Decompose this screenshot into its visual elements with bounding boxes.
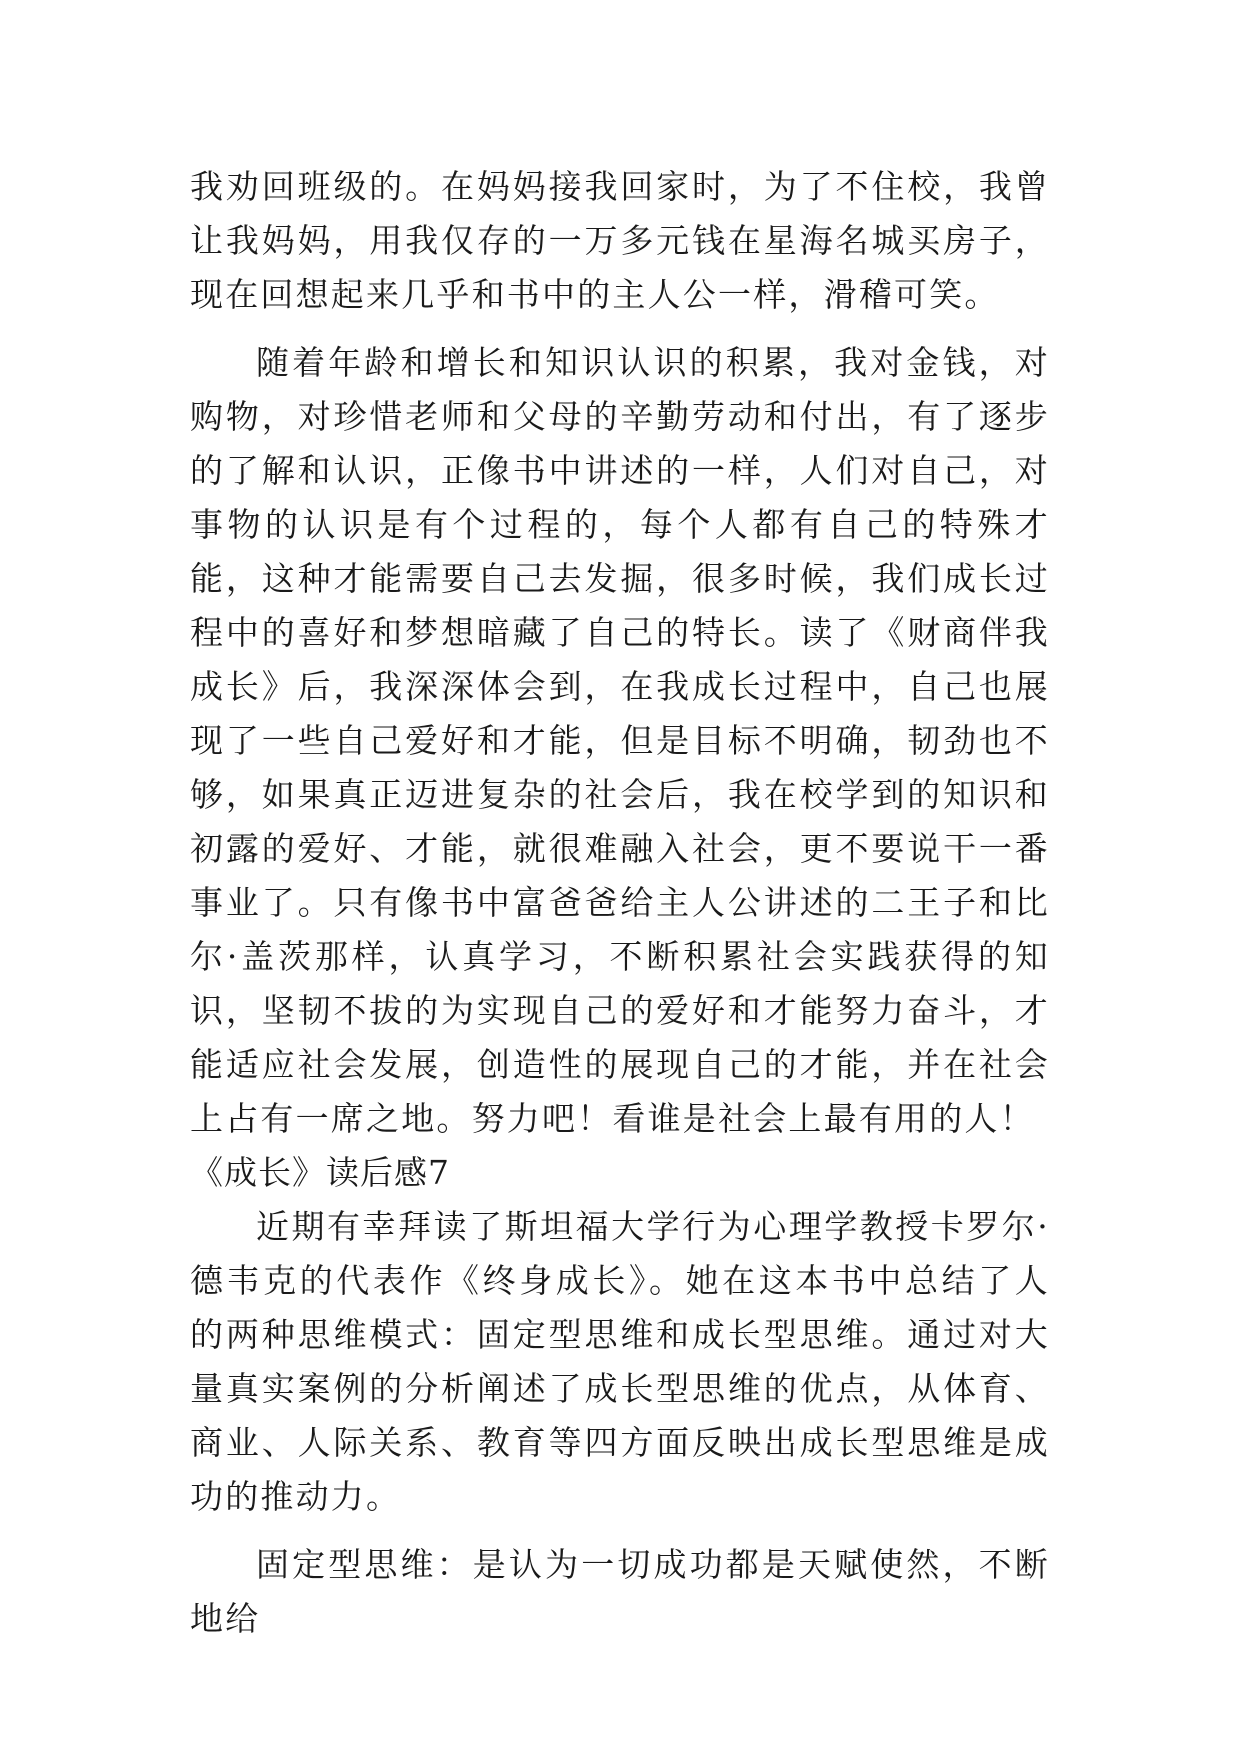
paragraph-intro-mindset: 近期有幸拜读了斯坦福大学行为心理学教授卡罗尔·德韦克的代表作《终身成长》。她在这本书中总结了人的两种思维模式：固定型思维和成长型思维。通过对大量真实案例的分析阐述了成长型思维的优点，从体育、商业、人际关系、教育等四方面反映出成长型思维是成功的推动力。: [190, 1207, 1050, 1516]
paragraph-fixed-mindset: 固定型思维：是认为一切成功都是天赋使然，不断地给: [190, 1545, 1050, 1638]
section-heading: 《成长》读后感7: [190, 1153, 450, 1192]
paragraph-continued: 我劝回班级的。在妈妈接我回家时，为了不住校，我曾让我妈妈，用我仅存的一万多元钱在星海名城买房子，现在回想起来几乎和书中的主人公一样，滑稽可笑。: [190, 167, 1050, 314]
paragraph-reflection: 随着年龄和增长和知识认识的积累，我对金钱，对购物，对珍惜老师和父母的辛勤劳动和付出，有了逐步的了解和认识，正像书中讲述的一样，人们对自己，对事物的认识是有个过程的，每个人都有自己的特殊才能，这种才能需要自己去发掘，很多时候，我们成长过程中的喜好和梦想暗藏了自己的特长。读了《财商伴我成长》后，我深深体会到，在我成长过程中，自己也展现了一些自己爱好和才能，但是目标不明确，韧劲也不够，如果真正迈进复杂的社会后，我在校学到的知识和初露的爱好、才能，就很难融入社会，更不要说干一番事业了。只有像书中富爸爸给主人公讲述的二王子和比尔·盖茨那样，认真学习，不断积累社会实践获得的知识，坚韧不拔的为实现自己的爱好和才能努力奋斗，才能适应社会发展，创造性的展现自己的才能，并在社会上占有一席之地。努力吧！看谁是社会上最有用的人！: [190, 343, 1050, 1138]
document-body: [190, 160, 1050, 1646]
